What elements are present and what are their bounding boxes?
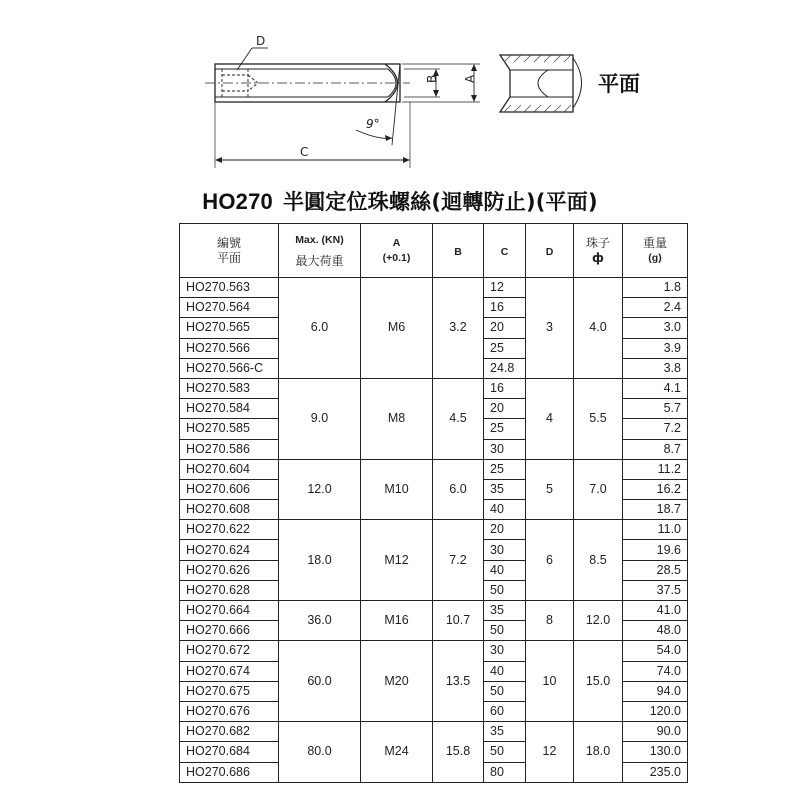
cell-model: HO270.664 — [180, 601, 279, 621]
cell-weight: 130.0 — [623, 742, 688, 762]
cell-model: HO270.566-C — [180, 358, 279, 378]
cell-c: 50 — [484, 580, 526, 600]
cell-weight: 3.0 — [623, 318, 688, 338]
cell-d: 8 — [526, 601, 574, 641]
header-weight: 重量 (g) — [623, 224, 688, 278]
cell-a: M6 — [361, 278, 433, 379]
dim-label-c: C — [300, 145, 309, 159]
header-c: C — [484, 224, 526, 278]
cell-d: 5 — [526, 459, 574, 520]
cell-model: HO270.682 — [180, 722, 279, 742]
cell-weight: 16.2 — [623, 479, 688, 499]
cell-model: HO270.626 — [180, 560, 279, 580]
cell-a: M24 — [361, 722, 433, 783]
cell-c: 25 — [484, 338, 526, 358]
cell-c: 20 — [484, 399, 526, 419]
cell-c: 50 — [484, 621, 526, 641]
cell-a: M8 — [361, 378, 433, 459]
cell-model: HO270.675 — [180, 681, 279, 701]
cell-weight: 7.2 — [623, 419, 688, 439]
cell-ball: 5.5 — [574, 378, 623, 459]
page-title — [0, 186, 800, 216]
cell-c: 12 — [484, 278, 526, 298]
table-row — [180, 459, 688, 479]
title-code: HO270 — [202, 189, 273, 214]
cell-c: 35 — [484, 479, 526, 499]
cell-c: 24.8 — [484, 358, 526, 378]
table-row — [180, 601, 688, 621]
spec-table — [179, 223, 688, 783]
cell-model: HO270.628 — [180, 580, 279, 600]
cell-weight: 2.4 — [623, 298, 688, 318]
cell-model: HO270.586 — [180, 439, 279, 459]
cell-ball: 8.5 — [574, 520, 623, 601]
cell-weight: 54.0 — [623, 641, 688, 661]
header-max-load: Max. (KN) 最大荷重 — [279, 224, 361, 278]
cell-weight: 5.7 — [623, 399, 688, 419]
dim-label-a: A — [463, 74, 477, 83]
cell-c: 20 — [484, 520, 526, 540]
cell-c: 30 — [484, 439, 526, 459]
cell-weight: 28.5 — [623, 560, 688, 580]
cell-b: 4.5 — [433, 378, 484, 459]
cell-model: HO270.564 — [180, 298, 279, 318]
technical-drawing — [0, 0, 800, 180]
cell-c: 35 — [484, 722, 526, 742]
cell-max-load: 60.0 — [279, 641, 361, 722]
cell-weight: 11.2 — [623, 459, 688, 479]
cell-c: 60 — [484, 701, 526, 721]
cell-model: HO270.583 — [180, 378, 279, 398]
cell-ball: 4.0 — [574, 278, 623, 379]
spec-table-body — [180, 278, 688, 783]
cell-model: HO270.585 — [180, 419, 279, 439]
cell-model: HO270.604 — [180, 459, 279, 479]
table-row — [180, 378, 688, 398]
cell-weight: 41.0 — [623, 601, 688, 621]
cell-max-load: 36.0 — [279, 601, 361, 641]
cell-c: 35 — [484, 601, 526, 621]
cell-b: 6.0 — [433, 459, 484, 520]
cell-max-load: 12.0 — [279, 459, 361, 520]
header-b: B — [433, 224, 484, 278]
cell-weight: 3.9 — [623, 338, 688, 358]
cell-model: HO270.684 — [180, 742, 279, 762]
cell-d: 4 — [526, 378, 574, 459]
cell-model: HO270.563 — [180, 278, 279, 298]
cell-weight: 74.0 — [623, 661, 688, 681]
cell-weight: 8.7 — [623, 439, 688, 459]
cell-ball: 7.0 — [574, 459, 623, 520]
header-model: 編號 平面 — [180, 224, 279, 278]
cell-b: 10.7 — [433, 601, 484, 641]
cell-model: HO270.606 — [180, 479, 279, 499]
cell-d: 10 — [526, 641, 574, 722]
cell-b: 13.5 — [433, 641, 484, 722]
cell-model: HO270.672 — [180, 641, 279, 661]
angle-label: 9° — [366, 117, 380, 131]
cell-c: 40 — [484, 560, 526, 580]
cell-d: 6 — [526, 520, 574, 601]
cell-weight: 235.0 — [623, 762, 688, 782]
table-row — [180, 641, 688, 661]
cell-max-load: 18.0 — [279, 520, 361, 601]
cell-c: 80 — [484, 762, 526, 782]
cell-c: 50 — [484, 742, 526, 762]
cell-c: 16 — [484, 378, 526, 398]
header-a: A (+0.1) — [361, 224, 433, 278]
cell-model: HO270.566 — [180, 338, 279, 358]
header-d: D — [526, 224, 574, 278]
cell-model: HO270.674 — [180, 661, 279, 681]
cell-weight: 18.7 — [623, 500, 688, 520]
cell-model: HO270.622 — [180, 520, 279, 540]
cell-ball: 15.0 — [574, 641, 623, 722]
cell-ball: 18.0 — [574, 722, 623, 783]
cell-c: 20 — [484, 318, 526, 338]
cell-a: M12 — [361, 520, 433, 601]
cell-weight: 90.0 — [623, 722, 688, 742]
cell-max-load: 6.0 — [279, 278, 361, 379]
table-row — [180, 722, 688, 742]
cell-c: 50 — [484, 681, 526, 701]
cell-weight: 94.0 — [623, 681, 688, 701]
dim-label-d: D — [256, 34, 266, 48]
cell-d: 12 — [526, 722, 574, 783]
table-row — [180, 278, 688, 298]
cell-model: HO270.666 — [180, 621, 279, 641]
cell-c: 40 — [484, 500, 526, 520]
cell-a: M10 — [361, 459, 433, 520]
cell-model: HO270.686 — [180, 762, 279, 782]
cell-model: HO270.624 — [180, 540, 279, 560]
cell-b: 7.2 — [433, 520, 484, 601]
dim-label-b: B — [425, 74, 439, 83]
table-header-row — [180, 224, 688, 278]
cell-c: 16 — [484, 298, 526, 318]
table-row — [180, 520, 688, 540]
cell-c: 30 — [484, 641, 526, 661]
cell-model: HO270.676 — [180, 701, 279, 721]
cell-ball: 12.0 — [574, 601, 623, 641]
cell-max-load: 80.0 — [279, 722, 361, 783]
cell-model: HO270.608 — [180, 500, 279, 520]
cell-c: 25 — [484, 419, 526, 439]
cell-weight: 3.8 — [623, 358, 688, 378]
cell-weight: 11.0 — [623, 520, 688, 540]
flat-label: 平面 — [598, 72, 640, 96]
side-view-outline — [500, 55, 573, 112]
cell-model: HO270.584 — [180, 399, 279, 419]
cell-weight: 4.1 — [623, 378, 688, 398]
cell-model: HO270.565 — [180, 318, 279, 338]
cell-weight: 37.5 — [623, 580, 688, 600]
cell-c: 40 — [484, 661, 526, 681]
cell-d: 3 — [526, 278, 574, 379]
cell-a: M16 — [361, 601, 433, 641]
cell-weight: 19.6 — [623, 540, 688, 560]
cell-c: 30 — [484, 540, 526, 560]
cell-c: 25 — [484, 459, 526, 479]
cell-b: 3.2 — [433, 278, 484, 379]
cell-a: M20 — [361, 641, 433, 722]
header-ball: 珠子 ф — [574, 224, 623, 278]
cell-b: 15.8 — [433, 722, 484, 783]
cell-weight: 48.0 — [623, 621, 688, 641]
cell-weight: 1.8 — [623, 278, 688, 298]
title-text: 半圓定位珠螺絲(迴轉防止)(平面) — [282, 190, 598, 214]
cell-weight: 120.0 — [623, 701, 688, 721]
cell-max-load: 9.0 — [279, 378, 361, 459]
